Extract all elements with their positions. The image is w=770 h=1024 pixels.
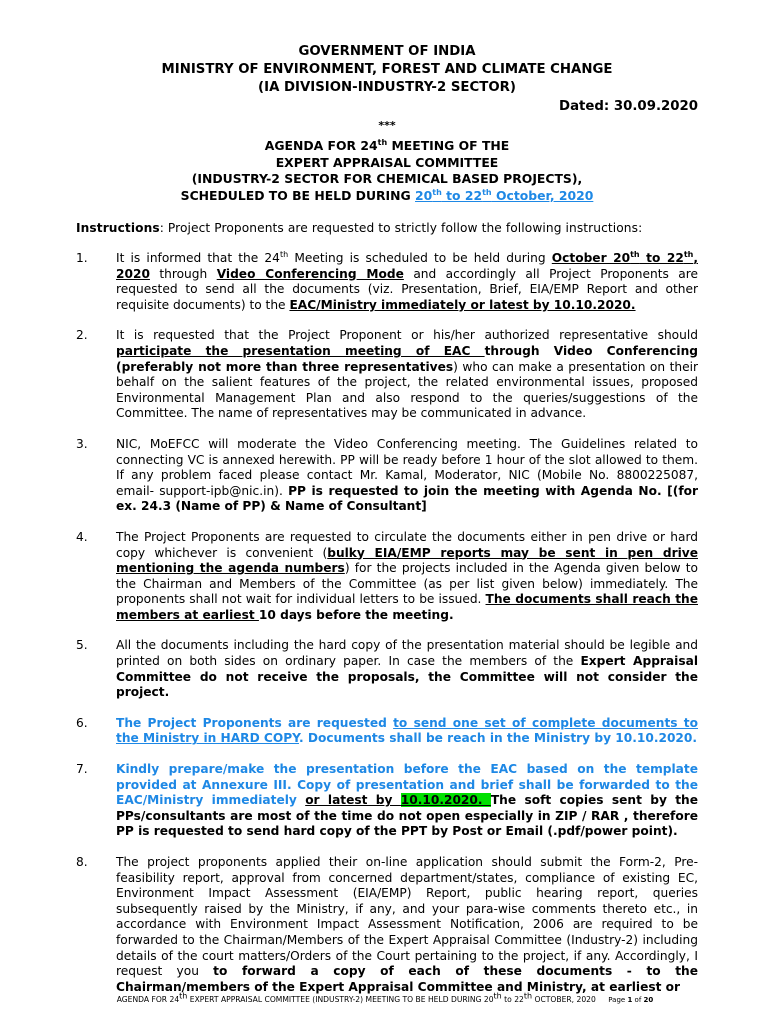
page-footer: AGENDA FOR 24th EXPERT APPRAISAL COMMITTEE (INDUSTRY-2) MEETING TO BE HELD DURING 20th to 22th OCTOBER, 2020 Page 1 of 20 <box>116 991 654 1004</box>
list-item-2: 2. It is requested that the Project Proponent or his/her authorized representative should participate the presentation meeting of EAC through Video Conferencing (preferably not more than three representatives) who can make a presentation on their behalf on the salient features of the project, the related environmental issues, proposed Environmental Management Plan and also respond to the queries/suggestions of the Committee. The name of representatives may be communicated in advance. <box>76 328 698 421</box>
agenda-line-4: SCHEDULED TO BE HELD DURING 20th to 22th October, 2020 <box>180 187 594 203</box>
division-title: (IA DIVISION-INDUSTRY-2 SECTOR) <box>258 80 516 95</box>
agenda-title <box>76 138 698 204</box>
list-item-1: 1. It is informed that the 24th Meeting is scheduled to be held during October 20th to 22th, 2020 through Video Conferencing Mode and accordingly all Project Proponents are requested to send all the documents (viz. Presentation, Brief, EIA/EMP Report and other requisite documents) to the EAC/Ministry immediately or latest by 10.10.2020. <box>76 249 698 312</box>
agenda-line-3: (INDUSTRY-2 SECTOR FOR CHEMICAL BASED PROJECTS), <box>191 171 583 186</box>
page-number: Page 1 of 20 <box>608 996 654 1004</box>
instructions-label: Instructions <box>76 221 160 235</box>
agenda-line-2: EXPERT APPRAISAL COMMITTEE <box>275 154 499 170</box>
list-item-4: 4. The Project Proponents are requested to circulate the documents either in pen drive or hard copy whichever is convenient (bulky EIA/EMP reports may be sent in pen drive mentioning the agenda numbers) for the projects included in the Agenda given below to the Chairman and Members of the Committee (as per list given below) immediately. The proponents shall not wait for individual letters to be issued. The documents shall reach the members at earliest 10 days before the meeting. <box>76 529 699 622</box>
list-item-3: 3. NIC, MoEFCC will moderate the Video Conferencing meeting. The Guidelines related to connecting VC is annexed herewith. PP will be ready before 1 hour of the slot allowed to them. If any problem faced please contact Mr. Kamal, Moderator, NIC (Mobile No. 8800225087, email- support-ipb@nic.in). PP is requested to join the meeting with Agenda No. [(for ex. 24.3 (Name of PP) & Name of Consultant] <box>76 436 698 514</box>
list-item-8: 8. The project proponents applied their on-line application should submit the Form-2, Pre-feasibility report, approval from concerned department/states, compliance of existing EC, Environment Impact Assessment (EIA/EMP) Report, public hearing report, queries subsequently raised by the Ministry, if any, and your para-wise comments thereto etc., in accordance with Environment Impact Assessment Notification, 2006 are required to be forwarded to the Chairman/Members of the Expert Appraisal Committee (Industry-2) including details of the court matters/Orders of the Court pertaining to the project, if any. Accordingly, I request you to forward a copy of each of these documents - to the Chairman/members of the Expert Appraisal Committee and Ministry, at earliest or <box>76 855 698 994</box>
list-item-7: 7. Kindly prepare/make the presentation before the EAC based on the template provided at Annexure III. Copy of presentation and brief shall be forwarded to the EAC/Ministry immediately or latest by 10.10.2020. The soft copies sent by the PPs/consultants are most of the time do not open especially in ZIP / RAR , therefore PP is requested to send hard copy of the PPT by Post or Email (.pdf/power point). <box>76 762 698 839</box>
ministry-title: MINISTRY OF ENVIRONMENT, FOREST AND CLIMATE CHANGE <box>161 62 613 77</box>
list-item-6: 6. The Project Proponents are requested to send one set of complete documents to the Ministry in HARD COPY. Documents shall be reach in the Ministry by 10.10.2020. <box>76 715 699 746</box>
instructions: Instructions: Project Proponents are requested to strictly follow the following instructions: <box>76 221 643 235</box>
agenda-line-1: AGENDA FOR 24th MEETING OF THE <box>264 137 510 153</box>
document-header <box>76 0 698 97</box>
government-title: GOVERNMENT OF INDIA <box>298 44 476 59</box>
separator-stars: *** <box>378 119 396 132</box>
document-date: Dated: 30.09.2020 <box>559 99 698 114</box>
list-item-5: 5. All the documents including the hard copy of the presentation material should be legible and printed on both sides on ordinary paper. In case the members of the Expert Appraisal Committee do not receive the proposals, the Committee will not consider the project. <box>76 638 698 700</box>
deadline-highlight: 10.10.2020. <box>400 793 491 808</box>
meeting-dates: 20th to 22th October, 2020 <box>415 187 594 203</box>
